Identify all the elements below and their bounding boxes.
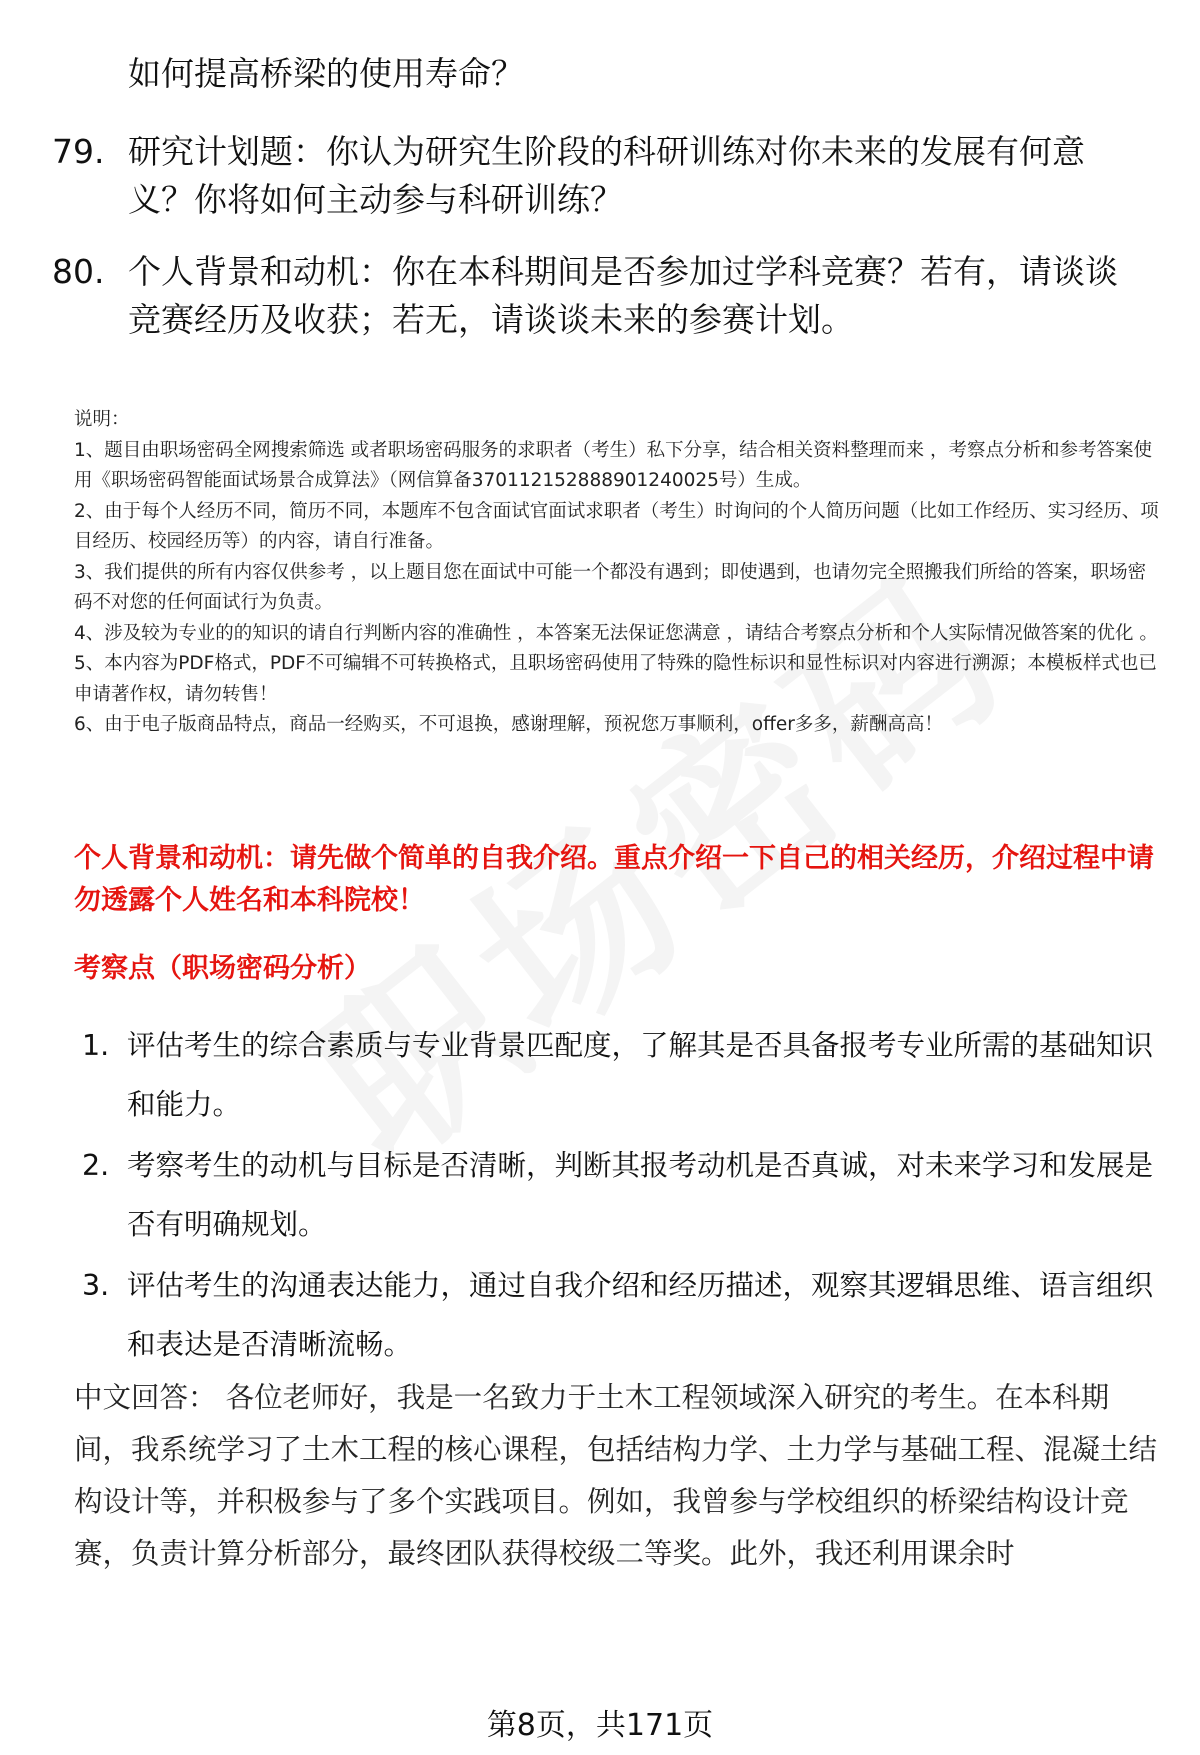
point-text: 评估考生的沟通表达能力，通过自我介绍和经历描述，观察其逻辑思维、语言组织和表达是否清晰流畅。 — [127, 1269, 1154, 1361]
question-text: 个人背景和动机：你在本科期间是否参加过学科竞赛？若有，请谈谈竞赛经历及收获；若无，请谈谈未来的参赛计划。 — [128, 252, 1118, 339]
note-item: 4、涉及较为专业的的知识的请自行判断内容的准确性 ，本答案无法保证您满意 ，请结合考察点分析和个人实际情况做答案的优化 。 — [74, 622, 1158, 644]
question-item — [52, 50, 1142, 98]
question-number: 80. — [52, 252, 105, 291]
analysis-heading: 考察点（职场密码分析） — [74, 953, 371, 984]
analysis-point — [82, 1136, 1157, 1254]
note-item: 6、由于电子版商品特点，商品一经购买，不可退换，感谢理解，预祝您万事顺利，offer多多，薪酬高高！ — [74, 714, 943, 735]
note-item: 2、由于每个人经历不同，简历不同，本题库不包含面试官面试求职者（考生）时询问的个人简历问题（比如工作经历、实习经历、项目经历、校园经历等）的内容，请自行准备。 — [74, 500, 1159, 552]
page-footer: 第8页，共171页 — [486, 1708, 714, 1743]
question-item — [52, 128, 1142, 224]
note-item: 3、我们提供的所有内容仅供参考 ，以上题目您在面试中可能一个都没有遇到；即使遇到，也请勿完全照搬我们所给的答案，职场密码不对您的任何面试行为负责。 — [74, 561, 1147, 613]
point-number: 3. — [82, 1269, 110, 1302]
analysis-points — [82, 1016, 1157, 1376]
question-number: 79. — [52, 132, 105, 171]
featured-question: 个人背景和动机：请先做个简单的自我介绍。重点介绍一下自己的相关经历，介绍过程中请勿透露个人姓名和本科院校！ — [74, 843, 1154, 916]
point-number: 2. — [82, 1149, 110, 1182]
disclaimer-notes — [74, 405, 1159, 741]
question-text: 如何提高桥梁的使用寿命？ — [128, 54, 524, 93]
point-number: 1. — [82, 1029, 110, 1062]
analysis-point — [82, 1016, 1157, 1134]
analysis-point — [82, 1256, 1157, 1374]
point-text: 考察考生的动机与目标是否清晰，判断其报考动机是否真诚，对未来学习和发展是否有明确规划。 — [127, 1149, 1154, 1241]
notes-title: 说明： — [74, 409, 130, 430]
question-text: 研究计划题：你认为研究生阶段的科研训练对你未来的发展有何意义？你将如何主动参与科研训练？ — [128, 132, 1085, 219]
answer-paragraph — [74, 1372, 1159, 1580]
answer-label: 中文回答： — [74, 1381, 217, 1414]
note-item: 5、本内容为PDF格式，PDF不可编辑不可转换格式，且职场密码使用了特殊的隐性标识和显性标识对内容进行溯源；本模板样式也已申请著作权，请勿转售！ — [74, 653, 1157, 705]
point-text: 评估考生的综合素质与专业背景匹配度，了解其是否具备报考专业所需的基础知识和能力。 — [127, 1029, 1154, 1121]
question-item — [52, 248, 1142, 344]
answer-text: 各位老师好，我是一名致力于土木工程领域深入研究的考生。在本科期间，我系统学习了土木工程的核心课程，包括结构力学、土力学与基础工程、混凝土结构设计等，并积极参与了多个实践项目。例如，我曾参与学校组织的桥梁结构设计竞赛，负责计算分析部分，最终团队获得校级二等奖。此外，我还利用课余时 — [74, 1381, 1158, 1570]
note-item: 1、题目由职场密码全网搜索筛选 或者职场密码服务的求职者（考生）私下分享，结合相关资料整理而来 ，考察点分析和参考答案使用《职场密码智能面试场景合成算法》（网信算备370112152888901240025号）生成。 — [74, 439, 1153, 491]
